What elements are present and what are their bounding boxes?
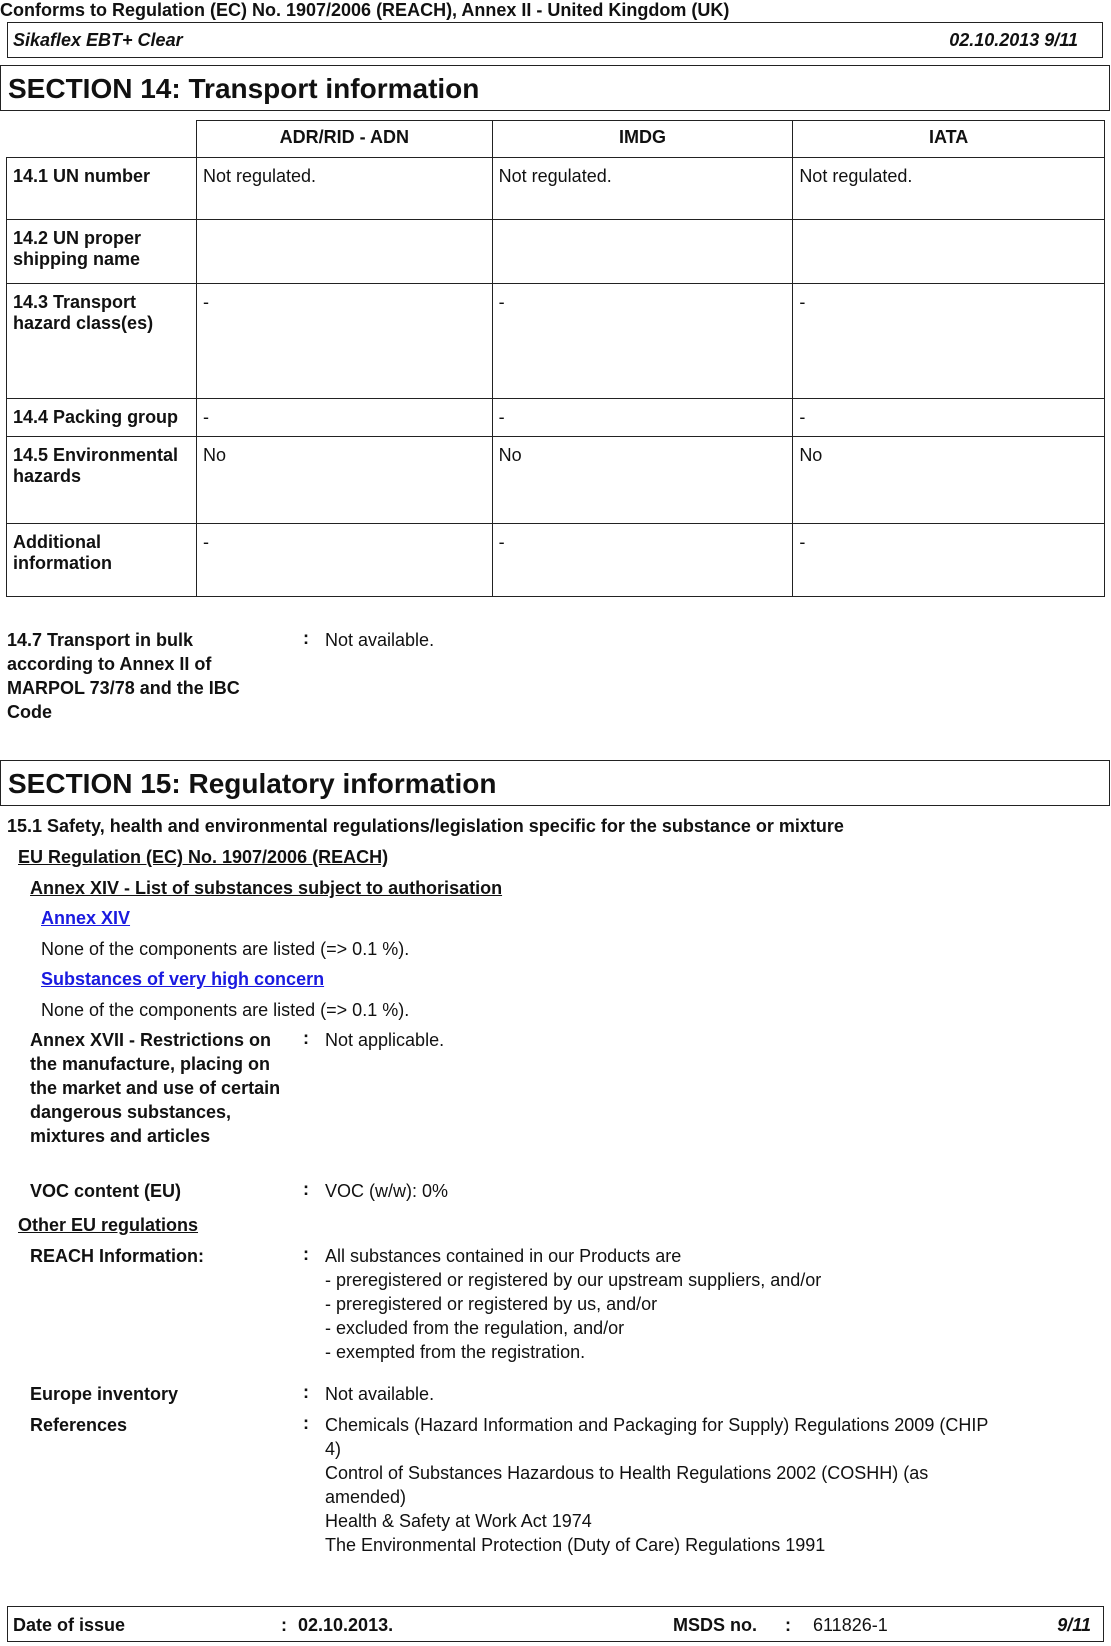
voc-label: VOC content (EU) [30,1181,181,1201]
section-15-heading [0,760,1110,806]
cell-value: No [793,437,1105,524]
row-label: 14.4 Packing group [7,399,197,437]
section-14-title: SECTION 14: Transport information [8,73,480,104]
cell-value: Not regulated. [492,158,793,220]
cell-value: - [492,284,793,399]
table-row [7,220,1105,284]
row-label: 14.1 UN number [7,158,197,220]
references-label: References [30,1415,128,1435]
footer-msds-label: MSDS no. [673,1615,757,1635]
footer-msds-value: 611826-1 [813,1615,888,1635]
empty-header-cell [7,121,197,158]
cell-value: Not regulated. [196,158,492,220]
col-adr: ADR/RID - ADN [196,121,492,158]
transport-header-row [7,121,1105,158]
cell-value: - [196,524,492,597]
voc-value: VOC (w/w): 0% [325,1181,449,1201]
reach-info-value [325,1244,821,1364]
colon: : [303,1179,309,1199]
cell-value: - [492,399,793,437]
reach-line: All substances contained in our Products are [325,1246,682,1266]
annex-xiv-link[interactable]: Annex XIV [41,908,131,928]
cell-value [793,220,1105,284]
col-iata: IATA [793,121,1105,158]
reach-line: - exempted from the registration. [325,1342,586,1362]
reference-line: The Environmental Protection (Duty of Care) Regulations 1991 [325,1535,826,1555]
reference-line: Chemicals (Hazard Information and Packaging for Supply) Regulations 2009 (CHIP [325,1415,989,1435]
svhc-text: None of the components are listed (=> 0.1 %). [41,1000,410,1020]
reach-line: - excluded from the regulation, and/or [325,1318,625,1338]
reach-line: - preregistered or registered by our upstream suppliers, and/or [325,1270,822,1290]
cell-value: - [793,284,1105,399]
subsection-15-1: 15.1 Safety, health and environmental regulations/legislation specific for the substance or mixture [7,816,844,836]
reference-line: 4) [325,1439,342,1459]
row-label: 14.3 Transport hazard class(es) [7,284,197,399]
bulk-transport-label: 14.7 Transport in bulk according to Annex II of MARPOL 73/78 and the IBC Code [7,630,240,722]
cell-value [196,220,492,284]
cell-value: - [196,399,492,437]
europe-inventory-label: Europe inventory [30,1384,179,1404]
reach-info-label: REACH Information: [30,1246,204,1266]
cell-value: - [196,284,492,399]
table-row [7,399,1105,437]
footer-colon: : [281,1615,287,1635]
colon: : [303,628,309,648]
cell-value: - [492,524,793,597]
table-row [7,158,1105,220]
other-eu-regulations-heading: Other EU regulations [18,1215,199,1235]
row-label: Additional information [7,524,197,597]
product-name: Sikaflex EBT+ Clear [13,30,183,50]
svhc-link[interactable]: Substances of very high concern [41,969,325,989]
transport-table [6,120,1105,597]
table-row [7,437,1105,524]
document-regulation-title: Conforms to Regulation (EC) No. 1907/2006 (REACH), Annex II - United Kingdom (UK) [0,0,730,20]
date-page: 02.10.2013 9/11 [949,30,1078,50]
colon: : [303,1413,309,1433]
section-14-heading [0,65,1110,111]
cell-value: - [793,524,1105,597]
bulk-transport-value: Not available. [325,630,435,650]
colon: : [303,1382,309,1402]
product-bar [7,22,1103,58]
eu-regulation-heading: EU Regulation (EC) No. 1907/2006 (REACH) [18,847,389,867]
footer-date-value: 02.10.2013. [298,1615,394,1635]
cell-value [492,220,793,284]
table-row [7,524,1105,597]
section-15-title: SECTION 15: Regulatory information [8,768,497,799]
cell-value: Not regulated. [793,158,1105,220]
cell-value: - [793,399,1105,437]
annex-xvii-value: Not applicable. [325,1030,445,1050]
col-imdg: IMDG [492,121,793,158]
annex-xiv-heading: Annex XIV - List of substances subject to authorisation [30,878,503,898]
row-label: 14.2 UN proper shipping name [7,220,197,284]
colon: : [303,1028,309,1048]
reference-line: Health & Safety at Work Act 1974 [325,1511,592,1531]
references-value [325,1413,1105,1557]
cell-value: No [492,437,793,524]
row-label: 14.5 Environmental hazards [7,437,197,524]
annex-xiv-text: None of the components are listed (=> 0.1 %). [41,939,410,959]
europe-inventory-value: Not available. [325,1384,435,1404]
cell-value: No [196,437,492,524]
table-row [7,284,1105,399]
footer-bar [7,1606,1104,1642]
annex-xvii-label: Annex XVII - Restrictions on the manufacture, placing on the market and use of certain dangerous substances, mixtures and articles [30,1030,281,1146]
reach-line: - preregistered or registered by us, and/or [325,1294,658,1314]
footer-date-label: Date of issue [13,1615,126,1635]
footer-page-number: 9/11 [1057,1615,1091,1635]
footer-colon: : [785,1615,791,1635]
colon: : [303,1244,309,1264]
reference-line: amended) [325,1487,407,1507]
reference-line: Control of Substances Hazardous to Health Regulations 2002 (COSHH) (as [325,1463,929,1483]
